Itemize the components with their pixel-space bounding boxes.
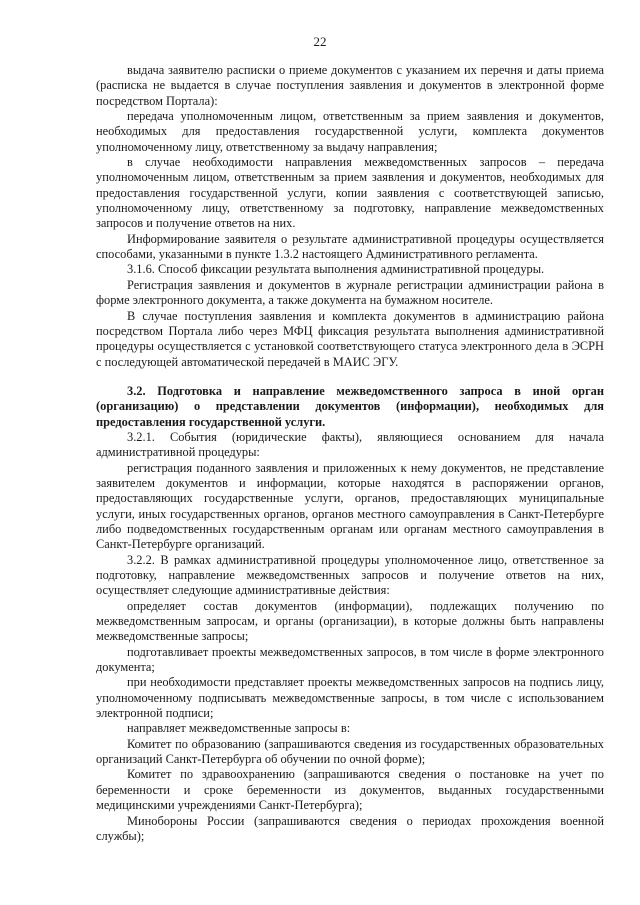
paragraph: в случае необходимости направления межведомственных запросов – передача уполномоченным лицом, ответственным за прием заявления и документов, необходимых для предоставления государственной услуги, копии заявления с соответствующей записью, уполномоченному лицу, ответственному за подготовку, направление межведомственных запросов и получение ответов на них.: [96, 155, 604, 231]
document-body: [96, 63, 604, 844]
paragraph: регистрация поданного заявления и приложенных к нему документов, не представление заявителем документов и информации, которые находятся в распоряжении органов, предоставляющих государственные услуги, органов, предоставляющих муниципальные услуги, иных государственных органов, органов местного самоуправления в Санкт-Петербурге либо подведомственных государственным органам или органам местного самоуправления в Санкт-Петербурге организаций.: [96, 460, 604, 552]
paragraph: Информирование заявителя о результате административной процедуры осуществляется способами, указанными в пункте 1.3.2 настоящего Административного регламента.: [96, 231, 604, 262]
paragraph: Регистрация заявления и документов в журнале регистрации администрации района в форме электронного документа, а также документа на бумажном носителе.: [96, 277, 604, 308]
paragraph: Минобороны России (запрашиваются сведения о периодах прохождения военной службы);: [96, 813, 604, 843]
paragraph: Комитет по образованию (запрашиваются сведения из государственных образовательных организаций Санкт-Петербурга об обучении по очной форме);: [96, 736, 604, 767]
paragraph: выдача заявителю расписки о приеме документов с указанием их перечня и даты приема (расписка не выдается в случае поступления заявления и документов в электронной форме посредством Портала):: [96, 63, 604, 108]
paragraph: направляет межведомственные запросы в:: [127, 721, 351, 736]
paragraph: подготавливает проекты межведомственных запросов, в том числе в форме электронного документа;: [96, 644, 604, 675]
page-number: 22: [313, 34, 327, 49]
paragraph: 3.2.1. События (юридические факты), являющиеся основанием для начала административной процедуры:: [96, 429, 604, 460]
paragraph: 3.2.2. В рамках административной процедуры уполномоченное лицо, ответственное за подготовку, направление межведомственных запросов и получение ответов на них, осуществляет следующие административные действия:: [96, 552, 604, 598]
paragraph: при необходимости представляет проекты межведомственных запросов на подпись лицу, уполномоченному подписывать межведомственные запросы, в том числе с использованием электронной подписи;: [96, 675, 604, 721]
paragraph: определяет состав документов (информации), подлежащих получению по межведомственным запросам, и органы (организации), в которые должны быть направлены межведомственные запросы;: [96, 598, 604, 644]
paragraph: 3.1.6. Способ фиксации результата выполнения административной процедуры.: [127, 262, 545, 277]
paragraph: Комитет по здравоохранению (запрашиваются сведения о постановке на учет по беременности и сроке беременности из документов, выданных государственными медицинскими учреждениями Санкт-Петербурга);: [96, 767, 604, 813]
paragraph: В случае поступления заявления и комплекта документов в администрацию района посредством Портала либо через МФЦ фиксация результата выполнения административной процедуры осуществляется с установкой соответствующего статуса электронного дела в ЭСРН с последующей автоматической передачей в МАИС ЭГУ.: [96, 308, 604, 369]
paragraph: передача уполномоченным лицом, ответственным за прием заявления и документов, необходимых для предоставления государственной услуги, комплекта документов уполномоченному лицу, ответственному за выдачу направления;: [96, 109, 604, 154]
section-heading: 3.2. Подготовка и направление межведомственного запроса в иной орган (организацию) о представлении документов (информации), необходимых для предоставления государственной услуги.: [96, 383, 604, 429]
